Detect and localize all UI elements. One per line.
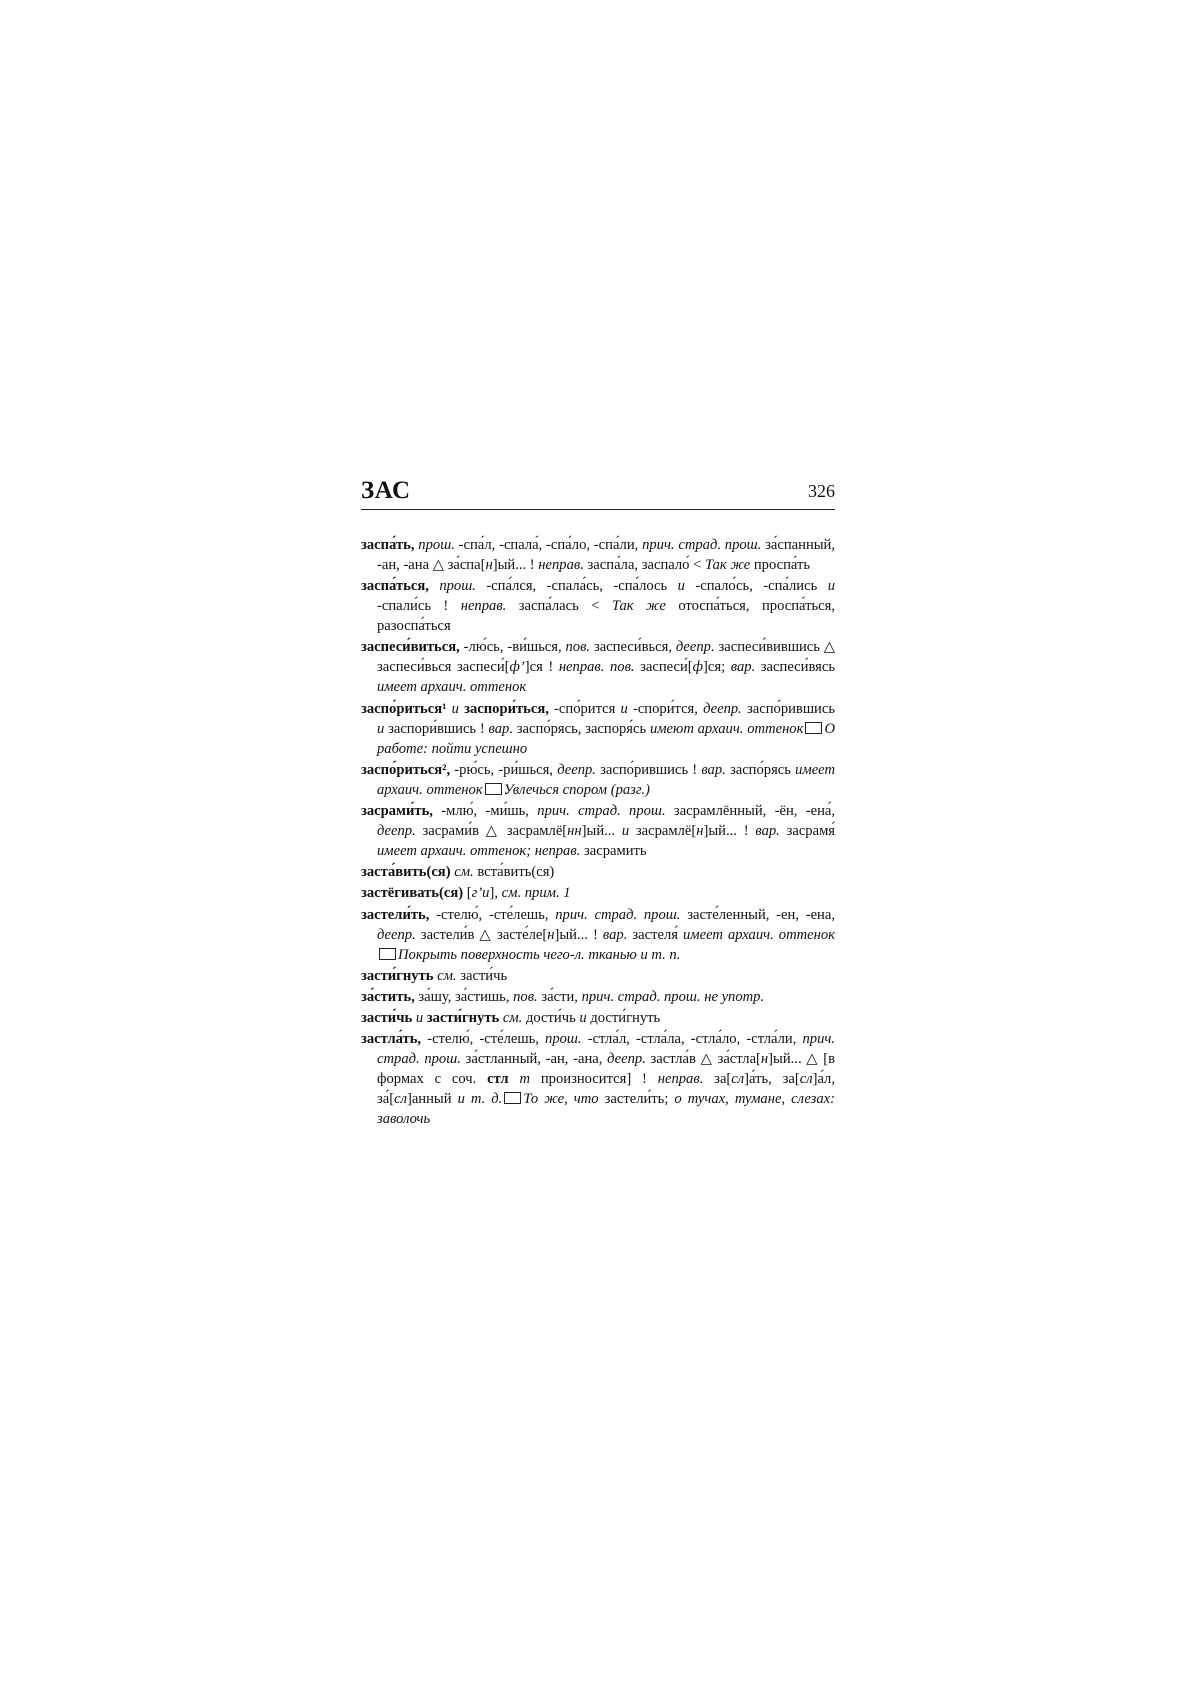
entry-text: заспо́рившись — [741, 700, 836, 717]
italic-note: неправ. — [657, 1071, 704, 1088]
entry-text: произносится] ! — [530, 1071, 658, 1088]
dictionary-entry-zastavit — [361, 862, 835, 882]
entry-text: заспа́лась < — [506, 598, 612, 615]
page-number: 326 — [808, 481, 835, 501]
italic-note: прич. страд. прош. — [555, 906, 681, 923]
italic-note: г’и — [471, 885, 490, 902]
headword: заспеси́виться, — [361, 639, 460, 656]
italic-note: деепр. — [703, 700, 742, 717]
entry-text: -спало́сь, -спа́лись — [684, 578, 828, 595]
dictionary-entry-zastit — [361, 987, 835, 1007]
entry-text: ]ый... ! — [703, 822, 756, 839]
italic-note: прош. — [439, 578, 476, 595]
entry-text — [429, 578, 439, 594]
italic-note: прич. страд. прош. — [537, 802, 666, 819]
italic-note: деепр. — [557, 761, 596, 778]
entry-text: -млю́, -ми́шь, — [432, 802, 538, 819]
italic-note: Увлечься спором (разг.) — [503, 781, 650, 798]
italic-note: и т. д. — [457, 1091, 503, 1108]
dictionary-entry-zaspat — [361, 535, 835, 575]
italic-note: прош. — [418, 537, 455, 553]
italic-note: и — [620, 700, 628, 717]
entry-text: засти́чь — [456, 967, 508, 984]
entry-text: засрами́в △ засрамлё[ — [415, 822, 568, 839]
dictionary-entries — [361, 535, 835, 1129]
italic-note: неправ. пов. — [558, 659, 635, 676]
italic-note: деепр. — [377, 822, 416, 839]
entry-text: [ — [463, 885, 472, 902]
entry-text: заспо́рясь — [725, 761, 796, 778]
italic-note: и — [827, 578, 835, 595]
entry-text: проспа́ть — [750, 557, 811, 573]
dictionary-entry-zastlat — [361, 1029, 835, 1129]
entry-text: -стелю́, -сте́лешь, — [429, 906, 556, 923]
italic-note: т — [519, 1071, 531, 1088]
italic-note: см. — [437, 967, 457, 984]
dictionary-entry-zasporitsya-2 — [361, 760, 835, 800]
dictionary-entry-zasporitsya-1 — [361, 699, 835, 759]
headword: заспа́ть, — [361, 537, 415, 553]
entry-text: засте́ленный, -ен, -ена, — [680, 906, 835, 923]
entry-text: засрамя́ — [779, 822, 836, 839]
dictionary-entry-zastich — [361, 1008, 835, 1028]
italic-note: пов. — [513, 988, 538, 1005]
italic-note: неправ. — [538, 557, 584, 573]
entry-text: -спа́лся, -спала́сь, -спа́лось — [475, 578, 678, 595]
italic-note: и — [677, 578, 685, 595]
italic-note: вар. — [701, 761, 726, 778]
entry-text: за́стланный, -ан, -ана, — [460, 1051, 608, 1068]
italic-note: вар. — [602, 926, 628, 943]
entry-text: ], — [489, 885, 502, 902]
italic-note: деепр. — [377, 926, 416, 943]
headword: засти́гнуть — [426, 1010, 500, 1027]
italic-note: деепр. — [675, 639, 715, 656]
headword: за́стить, — [361, 988, 415, 1005]
entry-text: -стла́л, -стла́ла, -стла́ло, -стла́ли, — [581, 1031, 803, 1048]
entry-text: вста́вить(ся) — [473, 864, 555, 881]
entry-text: -спо́рится — [548, 700, 621, 717]
entry-text: заспеси́[ — [634, 659, 693, 676]
italic-note: Так же — [704, 557, 751, 573]
italic-note: прич. страд. прош. — [642, 537, 762, 553]
entry-text: ]анный — [406, 1091, 458, 1108]
italic-note: Покрыть поверхность чего-л. тканью и т. п. — [398, 946, 681, 963]
entry-text: застла́в △ за́стла[ — [645, 1051, 761, 1068]
italic-note: То же, что — [523, 1091, 599, 1108]
italic-note: см. прим. 1 — [501, 885, 571, 902]
dictionary-entry-zasramit — [361, 801, 835, 861]
entry-text: заспеси́вься, — [590, 639, 676, 656]
italic-note: вар. — [488, 720, 513, 737]
entry-text: застели́в △ засте́ле[ — [415, 926, 548, 943]
italic-note: Так же — [611, 598, 666, 615]
entry-text: засрамить — [580, 842, 647, 859]
entry-text: засрамлё[ — [629, 822, 697, 839]
definition-square-icon — [805, 722, 822, 734]
entry-text: -спори́тся, — [627, 700, 704, 717]
entry-text: -спа́л, -спала́, -спа́ло, -спа́ли, — [454, 537, 643, 553]
italic-note: нн — [567, 822, 582, 839]
italic-note: имеет архаич. оттенок — [377, 761, 836, 798]
entry-text: дости́чь — [522, 1010, 580, 1027]
entry-text: ]ый... ! — [554, 926, 603, 943]
definition-square-icon — [485, 783, 502, 795]
italic-note: прич. страд. прош. — [377, 1031, 836, 1068]
entry-text: заспа́ла, заспало́ < — [583, 557, 705, 573]
entry-text: -стелю́, -сте́лешь, — [421, 1031, 546, 1048]
entry-text — [509, 1071, 520, 1087]
italic-note: и — [377, 720, 385, 737]
italic-note: н — [485, 557, 493, 573]
italic-note: н — [696, 822, 704, 839]
entry-text: застеля́ — [627, 926, 683, 943]
entry-text: заспори́вшись ! — [384, 720, 489, 737]
italic-note: пов. — [565, 639, 591, 656]
dictionary-entry-zastyogivat — [361, 883, 835, 903]
headword: застла́ть, — [361, 1031, 422, 1048]
italic-note: вар. — [730, 659, 756, 676]
italic-note: сл — [394, 1091, 407, 1108]
headword: заспори́ться, — [464, 700, 549, 717]
entry-text: ]ся ! — [524, 659, 559, 676]
entry-text: заспо́рившись ! — [595, 761, 702, 778]
italic-note: неправ. — [460, 598, 507, 615]
italic-note: и — [415, 1010, 424, 1027]
italic-note: ф — [692, 659, 704, 676]
entry-text: заспеси́вившись △ заспеси́вься заспеси́[ — [377, 639, 835, 676]
italic-note: прош. — [545, 1031, 582, 1048]
italic-note: сл — [799, 1071, 813, 1088]
dictionary-entry-zastelit — [361, 905, 835, 965]
entry-text: за[ — [703, 1071, 732, 1088]
headword: заспа́ться, — [361, 578, 429, 595]
italic-note: см. — [502, 1010, 523, 1027]
italic-note: и — [579, 1010, 587, 1027]
headword: застёгивать(ся) — [361, 885, 464, 902]
entry-text: засрамлённый, -ён, -ена́, — [665, 802, 835, 819]
italic-note: ф’ — [509, 659, 525, 676]
entry-text: за́спанный, -ан, -ана △ за́спа[ — [377, 537, 836, 573]
headword: засти́гнуть — [361, 967, 434, 984]
guide-word: ЗАС — [361, 477, 411, 504]
headword: заспо́риться², — [361, 761, 451, 778]
dictionary-entry-zastignut — [361, 966, 835, 986]
italic-note: и — [451, 700, 459, 717]
entry-text: -спали́сь ! — [377, 598, 461, 615]
entry-text: ]ся; — [703, 659, 731, 676]
italic-note: н — [760, 1051, 769, 1068]
entry-text: за́шу, за́стишь, — [414, 988, 514, 1005]
entry-text: за́сти, — [537, 988, 582, 1005]
italic-note: О работе: пойти успешно — [377, 720, 835, 757]
headword: засти́чь — [361, 1010, 413, 1027]
headword: стл — [487, 1071, 509, 1088]
italic-note: имеет архаич. оттенок; неправ. — [377, 842, 581, 859]
dictionary-entry-zaspatsya — [361, 576, 835, 636]
entry-text: дости́гнуть — [586, 1010, 661, 1027]
headword: засрами́ть, — [361, 802, 433, 819]
italic-note: вар. — [755, 822, 780, 839]
italic-note: и — [621, 822, 630, 839]
definition-square-icon — [379, 948, 396, 960]
entry-text: заспо́рясь, заспоря́сь — [513, 720, 650, 737]
italic-note: имеет архаич. оттенок — [683, 926, 835, 943]
italic-note: о тучах, тумане, слезах: заволочь — [377, 1091, 835, 1128]
headword: заста́вить(ся) — [361, 864, 451, 881]
italic-note: имеет архаич. оттенок — [377, 679, 527, 696]
entry-text: застели́ть; — [598, 1091, 675, 1108]
italic-note: сл — [731, 1071, 745, 1088]
entry-text: ]ый... ! — [492, 557, 539, 573]
entry-text: ]а́ть, за[ — [744, 1071, 800, 1088]
dictionary-entry-zaspesivitsya — [361, 637, 835, 697]
entry-text: ]ый... — [581, 822, 622, 839]
entry-text: -рю́сь, -ри́шься, — [450, 761, 558, 778]
entry-text: ]ый... △ [в формах с соч. — [377, 1051, 835, 1088]
italic-note: деепр. — [607, 1051, 646, 1068]
headword: застели́ть, — [361, 906, 430, 923]
entry-text: ]а́л, за́[ — [377, 1071, 835, 1108]
entry-text: отоспа́ться, проспа́ться, разоспа́ться — [377, 598, 835, 635]
italic-note: н — [547, 926, 555, 943]
italic-note: имеют архаич. оттенок — [649, 720, 804, 737]
definition-square-icon — [504, 1092, 521, 1104]
italic-note: см. — [454, 864, 474, 881]
headword: заспо́риться¹ — [361, 700, 447, 717]
page-header — [361, 479, 835, 510]
entry-text: -лю́сь, -ви́шься, — [459, 639, 566, 656]
italic-note: прич. страд. прош. не употр. — [581, 988, 765, 1005]
entry-text: заспеси́вясь — [755, 659, 835, 676]
